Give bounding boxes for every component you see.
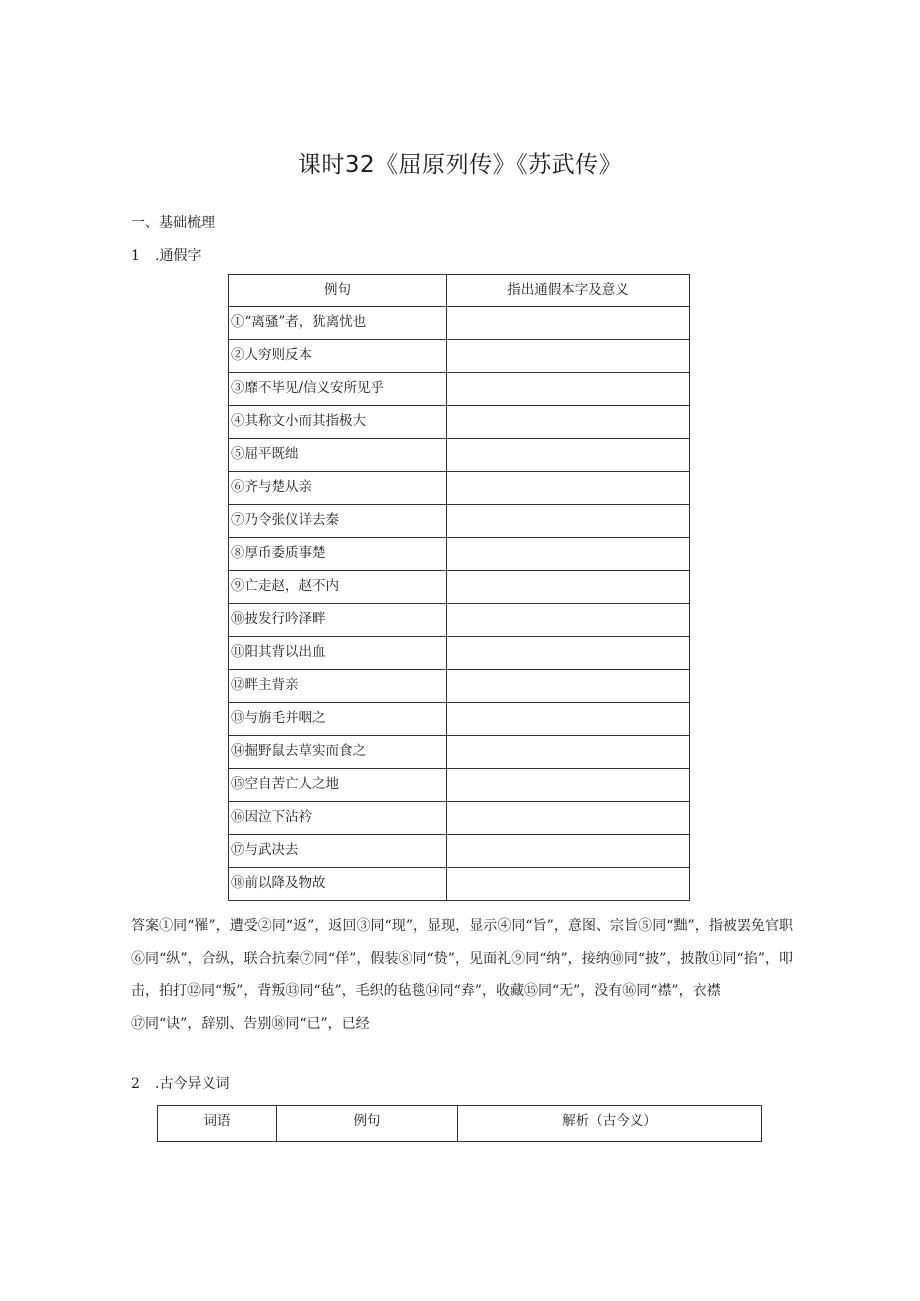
answer-blank-cell: [447, 373, 690, 406]
tongjia-table: [228, 274, 690, 901]
table-header-row: [158, 1106, 762, 1142]
answer-blank-cell: [447, 802, 690, 835]
answer-blank-cell: [447, 769, 690, 802]
table-row: [229, 406, 690, 439]
table-header-row: [229, 275, 690, 307]
table-row: [229, 439, 690, 472]
answer-blank-cell: [447, 868, 690, 901]
table-row: [229, 373, 690, 406]
answer-blank-cell: [447, 406, 690, 439]
answer-paragraph: 答案①同“罹”，遭受②同“返”，返回③同“现”，显现，显示④同“旨”，意图、宗旨⑤同“黜”，指被罢免官职⑥同“纵”，合纵，联合抗秦⑦同“佯”，假装⑧同“贽”，见面礼⑨同“纳”，接纳⑩同“披”，披散⑪同“掐”，叩击，拍打⑫同“叛”，背叛⑬同“毡”，毛织的毡毯⑭同“弆”，收藏⑮同“无”，没有⑯同“襟”，衣襟: [131, 918, 793, 999]
example-sentence-cell: ⑯因泣下沾衿: [229, 802, 447, 835]
table-row: [229, 538, 690, 571]
example-sentence-cell: ⑬与旃毛并咽之: [229, 703, 447, 736]
subsection-number: 1: [131, 248, 140, 264]
table-header-cell: 解析（古今义）: [458, 1106, 762, 1142]
section-heading: 一、基础梳理: [131, 215, 215, 231]
answer-blank-cell: [447, 637, 690, 670]
subsection-number: 2: [131, 1076, 140, 1092]
table-header-cell: 例句: [277, 1106, 458, 1142]
gujin-table: [157, 1105, 762, 1142]
example-sentence-cell: ④其称文小而其指极大: [229, 406, 447, 439]
table-row: [229, 670, 690, 703]
answer-blank-cell: [447, 571, 690, 604]
table-header-cell: 指出通假本字及意义: [447, 275, 690, 307]
example-sentence-cell: ⑤屈平既绌: [229, 439, 447, 472]
answer-paragraph: ⑰同“诀”，辞别、告别⑱同“已”，已经: [131, 1015, 370, 1032]
example-sentence-cell: ⑱前以降及物故: [229, 868, 447, 901]
answer-blank-cell: [447, 307, 690, 340]
table-row: [229, 604, 690, 637]
example-sentence-cell: ⑪阳其背以出血: [229, 637, 447, 670]
answer-blank-cell: [447, 670, 690, 703]
subsection-heading: [131, 1073, 229, 1093]
answer-blank-cell: [447, 472, 690, 505]
example-sentence-cell: ③靡不毕见/信义安所见乎: [229, 373, 447, 406]
table-row: [229, 637, 690, 670]
subsection-label: .古今异义词: [155, 1076, 230, 1092]
table-row: [229, 835, 690, 868]
table-row: [229, 736, 690, 769]
subsection-label: .通假字: [155, 248, 202, 264]
table-row: [229, 505, 690, 538]
answer-block: [131, 910, 793, 1040]
table-header-cell: 例句: [229, 275, 447, 307]
page-title: 课时32《屈原列传》《苏武传》: [297, 152, 623, 178]
table-row: [229, 802, 690, 835]
answer-blank-cell: [447, 340, 690, 373]
example-sentence-cell: ①“离骚”者，犹离忧也: [229, 307, 447, 340]
answer-blank-cell: [447, 505, 690, 538]
example-sentence-cell: ⑦乃令张仪详去秦: [229, 505, 447, 538]
example-sentence-cell: ⑰与武决去: [229, 835, 447, 868]
subsection-heading: [131, 245, 201, 265]
example-sentence-cell: ⑨亡走赵，赵不内: [229, 571, 447, 604]
table-row: [229, 868, 690, 901]
answer-blank-cell: [447, 736, 690, 769]
table-row: [229, 703, 690, 736]
example-sentence-cell: ⑩披发行吟泽畔: [229, 604, 447, 637]
example-sentence-cell: ⑭掘野鼠去草实而食之: [229, 736, 447, 769]
example-sentence-cell: ⑧厚币委质事楚: [229, 538, 447, 571]
answer-blank-cell: [447, 538, 690, 571]
example-sentence-cell: ⑥齐与楚从亲: [229, 472, 447, 505]
answer-blank-cell: [447, 835, 690, 868]
table-row: [229, 472, 690, 505]
answer-blank-cell: [447, 439, 690, 472]
example-sentence-cell: ②人穷则反本: [229, 340, 447, 373]
table-row: [229, 340, 690, 373]
example-sentence-cell: ⑫畔主背亲: [229, 670, 447, 703]
table-row: [229, 307, 690, 340]
table-header-cell: 词语: [158, 1106, 277, 1142]
table-row: [229, 571, 690, 604]
example-sentence-cell: ⑮空自苦亡人之地: [229, 769, 447, 802]
answer-blank-cell: [447, 604, 690, 637]
table-row: [229, 769, 690, 802]
answer-blank-cell: [447, 703, 690, 736]
